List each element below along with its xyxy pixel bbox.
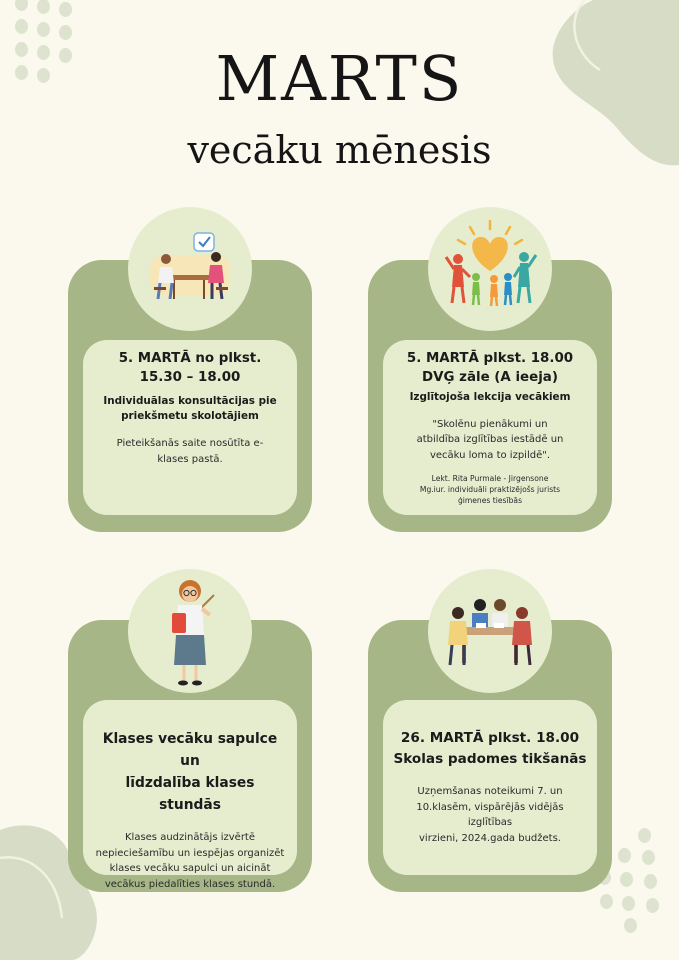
card-subtitle: Individuālas konsultācijas pie: [103, 394, 277, 407]
card-heading: 5. MARTĀ no plkst.: [118, 351, 262, 366]
card-body-text: Uzņemšanas noteikumi 7. un: [417, 786, 563, 798]
teacher-illustration-icon: [128, 569, 252, 693]
consultation-illustration-icon: [128, 207, 252, 331]
card-body-text: vecākus piedalīties klases stundā.: [104, 878, 276, 890]
lecturer-title: Mg.iur. individuāli praktizējošs jurists: [419, 485, 561, 495]
card-body-text: 10.klasēm, vispārējās vidējās izglītības: [416, 801, 564, 829]
card-body-text: klases pastā.: [157, 453, 223, 465]
card-body-text: virzieni, 2024.gada budžets.: [419, 832, 561, 844]
card-heading: līdzdalība klases stundās: [125, 775, 255, 814]
card-content: [83, 700, 297, 890]
card-heading: 5. MARTĀ plkst. 18.00: [406, 351, 574, 366]
card-body-text: "Skolēnu pienākumi un: [432, 418, 548, 430]
card-heading: DVĢ zāle (A ieeja): [422, 370, 558, 386]
lecturer-name: Lekt. Rita Purmale - Jirgensone: [431, 474, 549, 484]
card-content: [83, 340, 297, 515]
card-body-text: Pieteikšanās saite nosūtīta e-: [116, 438, 264, 450]
lecturer-title: ģimenes tiesībās: [457, 496, 523, 506]
meeting-table-illustration-icon: [428, 569, 552, 693]
card-heading: 15.30 – 18.00: [139, 370, 241, 386]
card-content: [383, 340, 597, 515]
card-body-text: nepieciešamību un iespējas organizēt: [95, 847, 285, 859]
page-title: MARTS: [215, 42, 464, 115]
family-heart-illustration-icon: [428, 207, 552, 331]
card-subtitle: Izglītojoša lekcija vecākiem: [409, 390, 571, 403]
card-body-text: atbildība izglītības iestādē un: [416, 434, 564, 446]
card-heading: Skolas padomes tikšanās: [393, 751, 587, 768]
card-heading: Klases vecāku sapulce un: [102, 731, 278, 770]
card-subtitle: priekšmetu skolotājiem: [121, 409, 259, 422]
card-body-text: vecāku loma to izpildē".: [429, 449, 551, 461]
card-content: [383, 700, 597, 875]
card-heading: 26. MARTĀ plkst. 18.00: [400, 730, 580, 746]
card-body-text: Klases audzinātājs izvērtē: [124, 832, 256, 844]
card-body-text: klases vecāku sapulci un aicināt: [109, 863, 271, 875]
page-subtitle: vecāku mēnesis: [187, 128, 492, 172]
